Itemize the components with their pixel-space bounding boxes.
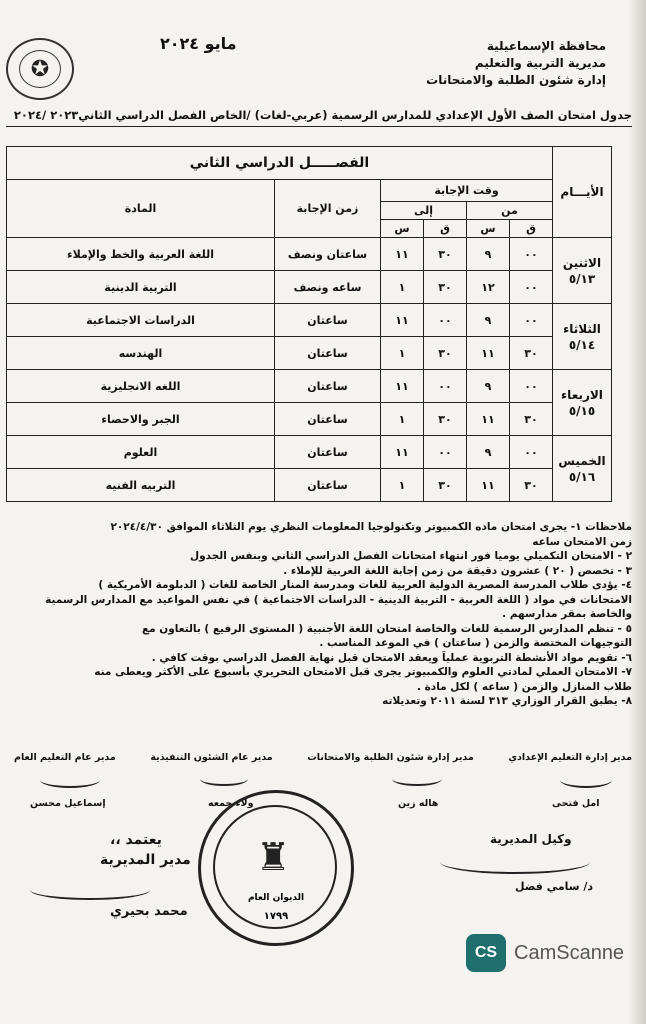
- from-hours: ١١: [467, 403, 510, 436]
- from-minutes: ٠٠: [510, 436, 553, 469]
- to-header: إلى: [381, 202, 467, 220]
- to-minutes-header: ق: [424, 220, 467, 238]
- to-hours: ١: [381, 337, 424, 370]
- subject: الجبر والاحصاء: [7, 403, 275, 436]
- signature-name: إسماعيل محسن: [30, 798, 106, 809]
- signature-title: مدير إدارة شئون الطلبة والامتحانات: [307, 752, 474, 763]
- signature-title: مدير عام التعليم العام: [14, 752, 116, 763]
- to-minutes: ٣٠: [424, 238, 467, 271]
- governorate: محافظة الإسماعيلية: [486, 39, 606, 53]
- subject: الدراسات الاجتماعية: [7, 304, 275, 337]
- table-row: [7, 436, 612, 469]
- deputy-name: د/ سامي فضل: [515, 880, 594, 893]
- signature-name: هاله زين: [398, 798, 439, 809]
- from-hours: ١١: [467, 337, 510, 370]
- note-line: والخاصة بمقر مدارسهم .: [502, 608, 632, 620]
- document-date: مايو ٢٠٢٤: [160, 34, 237, 53]
- signature-name: ولاء جمعه: [208, 798, 254, 809]
- from-hours: ٩: [467, 370, 510, 403]
- table-row: [7, 469, 612, 502]
- day-date: ٥/١٦: [568, 469, 596, 484]
- subject-header: المادة: [7, 180, 275, 238]
- note-line: التوجيهات المختصة والزمن ( ساعتان ) في الموعد المناسب .: [319, 637, 632, 649]
- from-minutes: ٣٠: [510, 469, 553, 502]
- signature-name: امل فتحى: [552, 798, 600, 809]
- duration: ساعتان: [275, 304, 381, 337]
- to-minutes: ٠٠: [424, 304, 467, 337]
- note-line: الامتحانات في مواد ( اللغة العربية - التربية الدينية - الدراسات الاجتماعية ) في نفس المواعيد مع المدارس الرسمية: [45, 593, 632, 606]
- to-hours: ١١: [381, 304, 424, 337]
- subject: اللغة العربية والخط والإملاء: [7, 238, 275, 271]
- from-hours-header: س: [467, 220, 510, 238]
- duration: ساعتان: [275, 370, 381, 403]
- signature-title: مدير عام الشئون التنفيذية: [150, 752, 273, 763]
- emblem-icon: ✪: [19, 50, 61, 88]
- duration: ساعتان: [275, 469, 381, 502]
- camscanner-text: CamScanne: [514, 941, 625, 964]
- to-hours: ١١: [381, 238, 424, 271]
- directorate: مديرية التربية والتعليم: [474, 56, 606, 70]
- from-hours: ٩: [467, 238, 510, 271]
- table-row: [7, 304, 612, 337]
- seal-label: الديوان العام: [247, 893, 305, 903]
- subject: اللغه الانجليزية: [7, 370, 275, 403]
- signature-mark: [560, 772, 612, 788]
- day-name: الخميس: [558, 453, 606, 468]
- signature-mark: [40, 772, 100, 788]
- note-line: ٣ - تخصص ( ٢٠ ) عشرون دقيقة من زمن إجابة اللغة العربية للإملاء .: [283, 564, 632, 577]
- day-cell: [553, 238, 612, 304]
- col-days-header: الأيـــام: [553, 147, 612, 238]
- note-line: ٨- يطبق القرار الوزاري ٣١٣ لسنة ٢٠١١ وتعديلاته: [382, 695, 632, 707]
- approve-label: يعتمد ،،: [110, 832, 162, 848]
- subject: التربية الدينية: [7, 271, 275, 304]
- day-name: الاثنين: [562, 255, 602, 270]
- from-hours: ١٢: [467, 271, 510, 304]
- from-minutes: ٠٠: [510, 238, 553, 271]
- subject: الهندسه: [7, 337, 275, 370]
- note-line: زمن الامتحان ساعه: [532, 535, 632, 548]
- table-row: [7, 403, 612, 436]
- title-underline: [6, 126, 632, 127]
- eagle-icon: ♜: [255, 835, 291, 879]
- note-line: ٦- تقويم مواد الأنشطة التربوية عملياً ويعقد الامتحان قبل نهاية الفصل الدراسي بوقت كافي .: [151, 651, 632, 664]
- duration: ساعتان ونصف: [275, 238, 381, 271]
- from-hours: ١١: [467, 469, 510, 502]
- from-minutes-header: ق: [510, 220, 553, 238]
- signature-mark: [392, 772, 442, 786]
- signature-title: مدير إدارة التعليم الإعدادي: [508, 752, 632, 763]
- note-line: ملاحظات ١- يجرى امتحان ماده الكمبيوتر وتكنولوجيا المعلومات النظري يوم الثلاثاء الموافق ٢٠٢٤/٤/٣٠: [110, 521, 632, 533]
- table-row: [7, 370, 612, 403]
- from-minutes: ٠٠: [510, 271, 553, 304]
- note-line: ٤- يؤدى طلاب المدرسة المصرية الدولية العربية للغات ومدرسة المنار الخاصة للغات ( الدبلومة الأمريكية ): [98, 579, 632, 591]
- to-hours: ١: [381, 469, 424, 502]
- note-line: ٧- الامتحان العملي لمادتي العلوم والكمبيوتر يجرى قبل الامتحان التحريري بأسبوع على الأكثر ويعطى منه: [94, 666, 632, 678]
- table-row: [7, 238, 612, 271]
- to-hours: ١: [381, 403, 424, 436]
- to-hours: ١١: [381, 436, 424, 469]
- duration: ساعتان: [275, 403, 381, 436]
- duration-header: زمن الإجابة: [275, 180, 381, 238]
- duration: ساعه ونصف: [275, 271, 381, 304]
- to-hours: ١١: [381, 370, 424, 403]
- semester-header: الفصـــــل الدراسي الثاني: [7, 147, 553, 180]
- day-date: ٥/١٥: [568, 403, 596, 418]
- note-line: ٥ - تنظم المدارس الرسمية للغات والخاصة امتحان اللغة الأجنبية ( المستوى الرفيع ) بالتعاون مع: [141, 622, 632, 635]
- notes-block: [14, 520, 632, 709]
- camscanner-watermark: [466, 934, 624, 972]
- signature-mark: [30, 880, 150, 900]
- duration: ساعتان: [275, 436, 381, 469]
- day-cell: [553, 436, 612, 502]
- from-hours: ٩: [467, 436, 510, 469]
- director-name: محمد بحيري: [110, 904, 188, 919]
- to-minutes: ٣٠: [424, 403, 467, 436]
- day-cell: [553, 370, 612, 436]
- to-minutes: ٣٠: [424, 469, 467, 502]
- page-edge: [628, 0, 646, 1024]
- signature-mark: [440, 850, 590, 874]
- subject: التربيه الفنيه: [7, 469, 275, 502]
- to-hours: ١: [381, 271, 424, 304]
- day-date: ٥/١٤: [568, 337, 596, 352]
- from-header: من: [467, 202, 553, 220]
- deputy-title: وكيل المديرية: [490, 832, 572, 846]
- exam-schedule-table: [6, 146, 612, 502]
- official-seal: [198, 790, 354, 946]
- day-date: ٥/١٣: [568, 271, 596, 286]
- to-hours-header: س: [381, 220, 424, 238]
- note-line: طلاب المنازل والزمن ( ساعه ) لكل مادة .: [416, 680, 632, 693]
- camscanner-logo: CS: [466, 934, 506, 972]
- directorate-emblem: [6, 38, 74, 100]
- signature-mark: [200, 772, 248, 786]
- from-minutes: ٣٠: [510, 403, 553, 436]
- signature-titles: [14, 752, 632, 763]
- from-hours: ٩: [467, 304, 510, 337]
- day-cell: [553, 304, 612, 370]
- from-minutes: ٣٠: [510, 337, 553, 370]
- note-line: ٢ - الامتحان التكميلي يوميا فور انتهاء امتحانات الفصل الدراسي الثاني وبنفس الجدول: [190, 550, 632, 562]
- answer-time-header: وقت الإجابة: [381, 180, 553, 202]
- director-title: مدير المديرية: [100, 852, 191, 868]
- table-row: [7, 271, 612, 304]
- from-minutes: ٠٠: [510, 304, 553, 337]
- to-minutes: ٠٠: [424, 436, 467, 469]
- to-minutes: ٠٠: [424, 370, 467, 403]
- day-name: الثلاثاء: [563, 321, 601, 336]
- from-minutes: ٠٠: [510, 370, 553, 403]
- table-row: [7, 337, 612, 370]
- duration: ساعتان: [275, 337, 381, 370]
- document-title: جدول امتحان الصف الأول الإعدادي للمدارس الرسمية (عربي-لغات) /الخاص الفصل الدراسي الثاني٢٠٢٣ /٢٠٢٤: [13, 108, 632, 122]
- subject: العلوم: [7, 436, 275, 469]
- to-minutes: ٣٠: [424, 337, 467, 370]
- department: إدارة شئون الطلبة والامتحانات: [426, 73, 606, 87]
- seal-number: ١٧٩٩: [263, 911, 289, 922]
- to-minutes: ٣٠: [424, 271, 467, 304]
- header-block: [426, 38, 606, 89]
- day-name: الاربعاء: [561, 387, 603, 402]
